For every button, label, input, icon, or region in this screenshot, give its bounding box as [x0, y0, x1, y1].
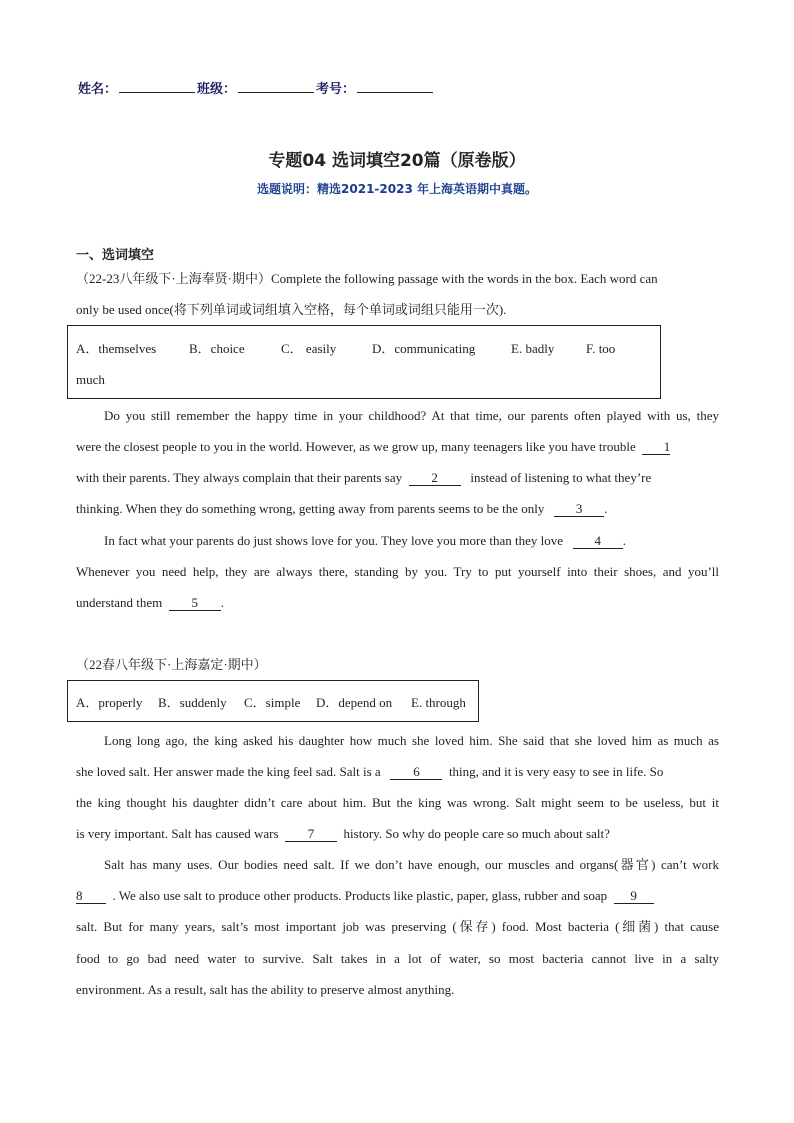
passage1-line6: Whenever you need help, they are always there, standing by you. Try to put yourself into their shoes, and you’ll [76, 564, 719, 579]
blank-3[interactable]: 3 [554, 502, 604, 517]
passage2-line6: 8 . We also use salt to produce other products. Products like plastic, paper, glass, rubber and soap 9 [76, 888, 719, 904]
blank-7[interactable]: 7 [285, 827, 337, 842]
word-box-1 [67, 325, 661, 399]
word-option: C．simple [244, 695, 301, 710]
word-box-2 [67, 680, 479, 722]
passage2-line9: environment. As a result, salt has the ability to preserve almost anything. [76, 982, 455, 997]
blank-4[interactable]: 4 [573, 534, 623, 549]
passage1-line4: thinking. When they do something wrong, getting away from parents seems to be the only 3 . [76, 501, 608, 516]
passage1-intro-line2: only be used once(将下列单词或词组填入空格，每个单词或词组只能用一次). [76, 302, 507, 317]
passage1-intro-line1: （22-23八年级下·上海奉贤·期中）Complete the following passage with the words in the box. Each word can [76, 271, 658, 286]
word-option: A．themselves [76, 341, 157, 356]
word-option: B．choice [189, 341, 245, 356]
passage1-line7: understand them 5 . [76, 595, 225, 610]
page-subtitle: 选题说明：精选2021-2023 年上海英语期中真题。 [257, 182, 537, 196]
passage1-line3: with their parents. They always complain that their parents say 2 instead of listening to what they’re [76, 470, 652, 485]
name-label: 姓名： [78, 82, 118, 97]
passage2-line5: Salt has many uses. Our bodies need salt. If we don’t have enough, our muscles and organs(器官) can’t work [104, 857, 719, 872]
word-option: F. too [586, 341, 616, 356]
passage1-line1: Do you still remember the happy time in your childhood? At that time, our parents often played with us, they [104, 408, 719, 423]
blank-2[interactable]: 2 [409, 471, 461, 486]
passage2-line4: is very important. Salt has caused wars 7 history. So why do people care so much about salt? [76, 826, 610, 841]
name-blank[interactable] [119, 80, 195, 93]
word-option: E. through [411, 695, 466, 710]
blank-8[interactable]: 8 [76, 889, 106, 904]
passage2-line8: food to go bad need water to survive. Salt takes in a lot of water, so most bacteria cannot live in a salty [76, 951, 719, 966]
passage1-line5: In fact what your parents do just shows love for you. They love you more than they love 4 . [104, 533, 626, 548]
student-info-fields [78, 78, 435, 97]
passage2-line2: she loved salt. Her answer made the king feel sad. Salt is a 6 thing, and it is very easy to see in life. So [76, 764, 664, 779]
number-label: 考号： [316, 82, 356, 97]
word-box-1-wrap: much [76, 372, 105, 387]
number-blank[interactable] [357, 80, 433, 93]
class-label: 班级： [197, 82, 237, 97]
page-title: 专题04 选词填空20篇（原卷版） [268, 151, 526, 171]
word-option: B．suddenly [158, 695, 227, 710]
passage2-line1: Long long ago, the king asked his daughter how much she loved him. She said that she loved him as much as [104, 733, 719, 748]
section-heading: 一、选词填空 [76, 248, 155, 263]
passage1-line2: were the closest people to you in the world. However, as we grow up, many teenagers like you have trouble 1 [76, 439, 671, 454]
word-option: D．communicating [372, 341, 476, 356]
blank-1[interactable]: 1 [642, 440, 670, 455]
passage2-intro: （22春八年级下·上海嘉定·期中） [76, 657, 267, 672]
passage2-line3: the king thought his daughter didn’t care about him. But the king was wrong. Salt might seem to be useless, but it [76, 795, 719, 810]
word-option: D．depend on [316, 695, 393, 710]
class-blank[interactable] [238, 80, 314, 93]
passage2-line7: salt. But for many years, salt’s most important job was preserving (保存) food. Most bacteria (细菌) that cause [76, 919, 719, 934]
blank-5[interactable]: 5 [169, 596, 221, 611]
word-option: E. badly [511, 341, 555, 356]
blank-9[interactable]: 9 [614, 889, 654, 904]
word-option: A．properly [76, 695, 143, 710]
word-option: C． easily [281, 341, 337, 356]
blank-6[interactable]: 6 [390, 765, 442, 780]
